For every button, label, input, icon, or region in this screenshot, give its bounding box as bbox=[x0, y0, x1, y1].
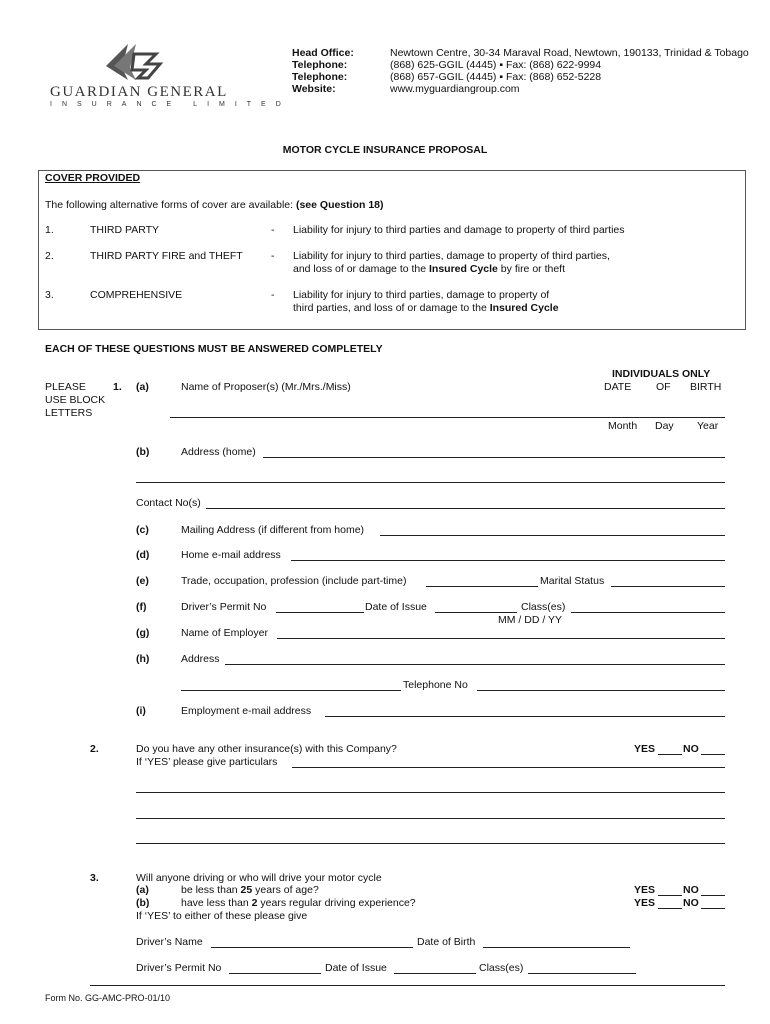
classes-field[interactable] bbox=[571, 612, 725, 613]
website[interactable]: www.myguardiangroup.com bbox=[390, 83, 520, 95]
cover-item-dash: - bbox=[271, 289, 275, 301]
form-number: Form No. GG-AMC-PRO-01/10 bbox=[45, 993, 171, 1003]
employer-telephone-label: Telephone No bbox=[403, 679, 468, 691]
q3-classes-label: Class(es) bbox=[479, 962, 524, 974]
cover-item-desc: Liability for injury to third parties and damage to property of third parties bbox=[293, 224, 625, 236]
q3-text: Will anyone driving or who will drive your motor cycle bbox=[136, 872, 382, 884]
questions-heading: EACH OF THESE QUESTIONS MUST BE ANSWERED COMPLETELY bbox=[45, 343, 383, 355]
q2-particulars-field-3[interactable] bbox=[136, 818, 725, 819]
telephone-2: (868) 657-GGIL (4445) ▪ Fax: (868) 652-5228 bbox=[390, 71, 602, 83]
q1h-label: (h) bbox=[136, 653, 150, 665]
date-of-issue-field[interactable] bbox=[435, 612, 517, 613]
classes-label: Class(es) bbox=[521, 601, 566, 613]
mailing-address-field[interactable] bbox=[380, 535, 725, 536]
employer-field[interactable] bbox=[277, 638, 725, 639]
q3b-yes[interactable]: YES bbox=[634, 897, 656, 909]
employer-address-field[interactable] bbox=[225, 664, 725, 665]
q1i-label: (i) bbox=[136, 705, 146, 717]
company-name: GUARDIAN GENERAL bbox=[50, 84, 228, 100]
q3b-label: (b) bbox=[136, 897, 150, 909]
block-letters-3: LETTERS bbox=[45, 407, 93, 419]
cover-heading: COVER PROVIDED bbox=[45, 172, 141, 184]
cover-item-num: 3. bbox=[45, 289, 54, 301]
block-letters-1: PLEASE bbox=[45, 381, 86, 393]
block-letters-2: USE BLOCK bbox=[45, 394, 106, 406]
q3a-label: (a) bbox=[136, 884, 149, 896]
cover-item-desc: Liability for injury to third parties, damage to property of third parties, bbox=[293, 250, 610, 262]
dob-day: Day bbox=[655, 420, 674, 432]
q1f-label: (f) bbox=[136, 601, 147, 613]
q2-particulars-field-2[interactable] bbox=[136, 792, 725, 793]
q1f-text: Driver’s Permit No bbox=[181, 601, 267, 613]
dob-year: Year bbox=[697, 420, 719, 432]
q3a-yes-field[interactable] bbox=[658, 895, 682, 896]
q3-dob-label: Date of Birth bbox=[417, 936, 476, 948]
q3a-yes[interactable]: YES bbox=[634, 884, 656, 896]
head-office-label: Head Office: bbox=[292, 47, 354, 59]
cover-item-name: COMPREHENSIVE bbox=[90, 289, 183, 301]
q1c-text: Mailing Address (if different from home) bbox=[181, 524, 365, 536]
cover-item-name: THIRD PARTY bbox=[90, 224, 160, 236]
cover-intro: The following alternative forms of cover are available: (see Question 18) bbox=[45, 199, 384, 211]
q3-number: 3. bbox=[90, 872, 99, 884]
q1g-label: (g) bbox=[136, 627, 150, 639]
q3-permit-field[interactable] bbox=[229, 973, 321, 974]
date-of-issue-label: Date of Issue bbox=[365, 601, 427, 613]
q1b-text: Address (home) bbox=[181, 446, 256, 458]
q1e-label: (e) bbox=[136, 575, 149, 587]
q3-classes-field[interactable] bbox=[528, 973, 636, 974]
q3b-text: have less than 2 years regular driving experience? bbox=[181, 897, 416, 909]
q1a-text: Name of Proposer(s) (Mr./Mrs./Miss) bbox=[181, 381, 351, 393]
cover-item-name: THIRD PARTY FIRE and THEFT bbox=[90, 250, 243, 262]
telephone-1: (868) 625-GGIL (4445) ▪ Fax: (868) 622-9994 bbox=[390, 59, 602, 71]
q3-driver-name-field[interactable] bbox=[211, 947, 413, 948]
q3a-no-field[interactable] bbox=[701, 895, 725, 896]
permit-number-field[interactable] bbox=[276, 612, 364, 613]
q2-yes-field[interactable] bbox=[658, 754, 682, 755]
marital-status-field[interactable] bbox=[611, 586, 725, 587]
q1-number: 1. bbox=[113, 381, 122, 393]
q1b-label: (b) bbox=[136, 446, 150, 458]
q2-number: 2. bbox=[90, 743, 99, 755]
q3b-no-field[interactable] bbox=[701, 908, 725, 909]
contact-label: Contact No(s) bbox=[136, 497, 201, 509]
q3-driver-name-label: Driver’s Name bbox=[136, 936, 203, 948]
occupation-field[interactable] bbox=[426, 586, 538, 587]
website-label: Website: bbox=[292, 83, 336, 95]
telephone-label-2: Telephone: bbox=[292, 71, 348, 83]
q3b-yes-field[interactable] bbox=[658, 908, 682, 909]
q2-no[interactable]: NO bbox=[683, 743, 699, 755]
proposer-name-field[interactable] bbox=[170, 417, 725, 418]
telephone-label: Telephone: bbox=[292, 59, 348, 71]
employer-telephone-field[interactable] bbox=[477, 690, 725, 691]
q3-sub: If ‘YES’ to either of these please give bbox=[136, 910, 308, 922]
q1d-text: Home e-mail address bbox=[181, 549, 281, 561]
cover-item-num: 2. bbox=[45, 250, 54, 262]
home-email-field[interactable] bbox=[291, 560, 725, 561]
cover-item-desc-2: and loss of or damage to the Insured Cycle by fire or theft bbox=[293, 263, 566, 275]
contact-field[interactable] bbox=[206, 508, 725, 509]
q3-issue-label: Date of Issue bbox=[325, 962, 387, 974]
dob-month: Month bbox=[608, 420, 638, 432]
cover-item-dash: - bbox=[271, 250, 275, 262]
home-address-field-2[interactable] bbox=[136, 482, 725, 483]
q1d-label: (d) bbox=[136, 549, 150, 561]
home-address-field[interactable] bbox=[263, 457, 725, 458]
cover-item-num: 1. bbox=[45, 224, 54, 236]
cover-item-desc: Liability for injury to third parties, damage to property of bbox=[293, 289, 550, 301]
cover-item-desc-2: third parties, and loss of or damage to the Insured Cycle bbox=[293, 302, 559, 314]
q3a-no[interactable]: NO bbox=[683, 884, 699, 896]
company-subtitle: INSURANCE LIMITED bbox=[50, 101, 291, 108]
footer-divider bbox=[90, 985, 725, 986]
dob-date: DATE bbox=[604, 381, 632, 393]
q2-sub: If ‘YES’ please give particulars bbox=[136, 756, 278, 768]
date-format-hint: MM / DD / YY bbox=[498, 614, 562, 626]
cover-item-dash: - bbox=[271, 224, 275, 236]
q3-dob-field[interactable] bbox=[483, 947, 630, 948]
q3-issue-field[interactable] bbox=[394, 973, 476, 974]
q1g-text: Name of Employer bbox=[181, 627, 268, 639]
q2-yes[interactable]: YES bbox=[634, 743, 656, 755]
q2-particulars-field[interactable] bbox=[292, 767, 725, 768]
company-logo bbox=[100, 40, 170, 84]
marital-status-label: Marital Status bbox=[540, 575, 605, 587]
q2-text: Do you have any other insurance(s) with this Company? bbox=[136, 743, 397, 755]
employment-email-field[interactable] bbox=[325, 716, 725, 717]
head-office-address: Newtown Centre, 30-34 Maraval Road, Newtown, 190133, Trinidad & Tobago bbox=[390, 47, 749, 59]
dob-birth: BIRTH bbox=[690, 381, 722, 393]
page-title: MOTOR CYCLE INSURANCE PROPOSAL bbox=[282, 144, 488, 156]
q3-permit-label: Driver’s Permit No bbox=[136, 962, 222, 974]
q3a-text: be less than 25 years of age? bbox=[181, 884, 319, 896]
q1a-label: (a) bbox=[136, 381, 149, 393]
q2-particulars-field-4[interactable] bbox=[136, 843, 725, 844]
q1h-text: Address bbox=[181, 653, 220, 665]
q2-no-field[interactable] bbox=[701, 754, 725, 755]
individuals-only: INDIVIDUALS ONLY bbox=[612, 368, 711, 380]
q1c-label: (c) bbox=[136, 524, 149, 536]
dob-of: OF bbox=[656, 381, 671, 393]
q1i-text: Employment e-mail address bbox=[181, 705, 312, 717]
q1e-text: Trade, occupation, profession (include part-time) bbox=[181, 575, 407, 587]
q3b-no[interactable]: NO bbox=[683, 897, 699, 909]
employer-address-field-2[interactable] bbox=[181, 690, 401, 691]
